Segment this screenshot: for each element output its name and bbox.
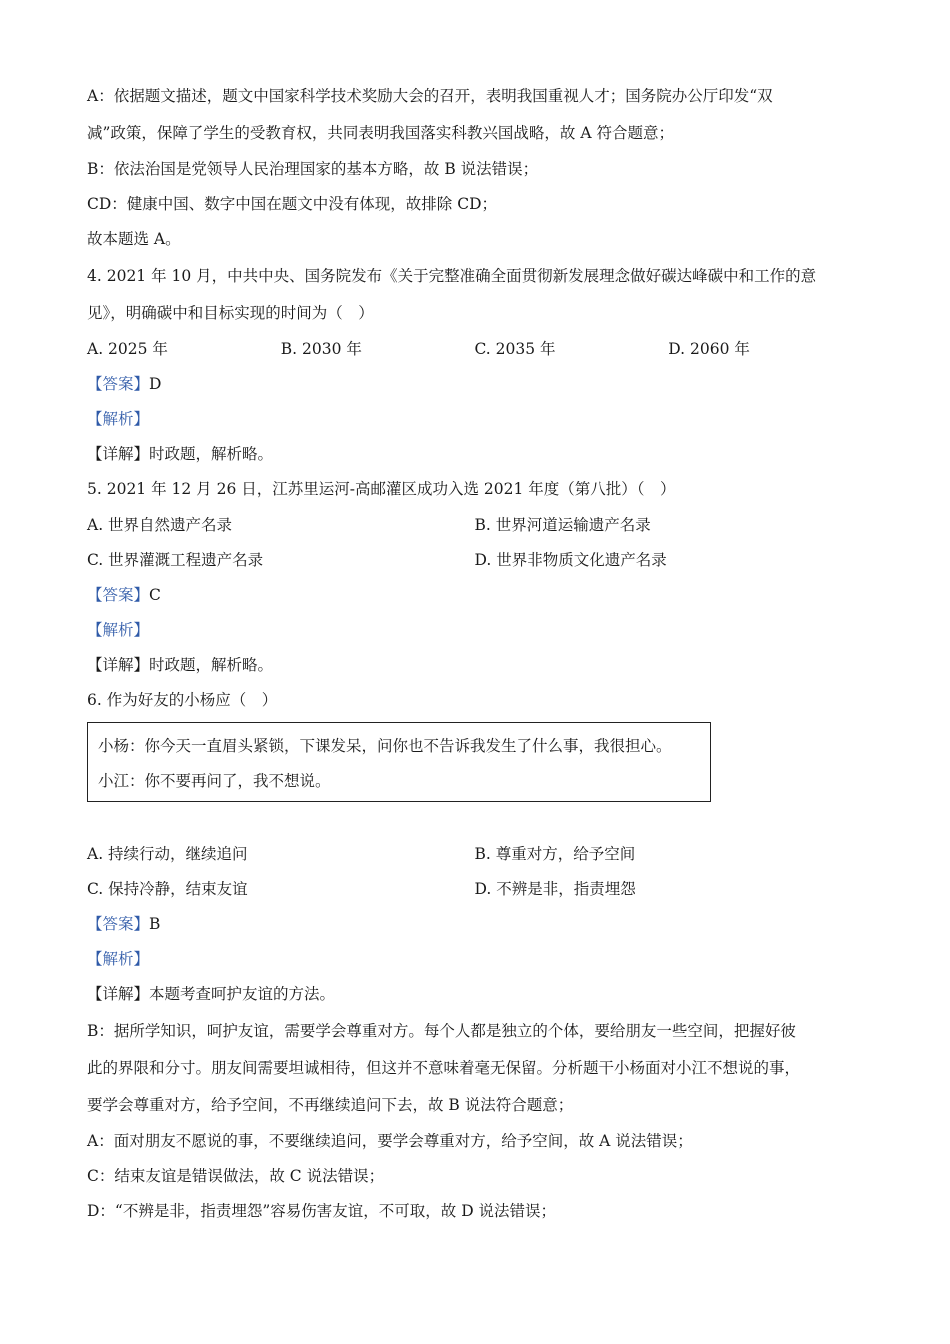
q5-options-row1 (87, 508, 862, 543)
q5-answer (87, 578, 862, 613)
q4-option-a: A. 2025 年 (87, 339, 168, 358)
detail-text: 本题考查呵护友谊的方法。 (149, 985, 336, 1004)
q5-detail (87, 648, 862, 683)
q6-dialog-line-2: 小江：你不要再问了，我不想说。 (98, 771, 331, 790)
q3-analysis-a-line2: 减”政策，保障了学生的受教育权，共同表明我国落实科教兴国战略，故 A 符合题意； (87, 124, 674, 142)
q6-b-line1: B：据所学知识，呵护友谊，需要学会尊重对方。每个人都是独立的个体，要给朋友一些空间，把握好彼 (87, 1021, 796, 1040)
q4-answer (87, 367, 862, 402)
q6-stem: 6. 作为好友的小杨应（ ） (87, 691, 278, 710)
answer-tag: 【答案】 (87, 374, 150, 393)
q5-option-d: D. 世界非物质文化遗产名录 (474, 550, 667, 569)
q5-option-a: A. 世界自然遗产名录 (87, 515, 233, 534)
q4-option-b: B. 2030 年 (280, 339, 362, 358)
answer-tag: 【答案】 (87, 585, 150, 604)
q3-conclusion: 故本题选 A。 (87, 230, 181, 249)
q6-option-d: D. 不辨是非，指责埋怨 (474, 879, 636, 898)
q6-option-b: B. 尊重对方，给予空间 (474, 844, 636, 863)
answer-value: B (149, 915, 161, 933)
q4-stem-line2: 见》，明确碳中和目标实现的时间为（ ） (87, 303, 374, 322)
analysis-tag: 【解析】 (87, 950, 150, 969)
q4-analysis (87, 402, 862, 437)
q6-answer (87, 907, 862, 942)
detail-text: 时政题，解析略。 (149, 656, 274, 675)
q5-option-c: C. 世界灌溉工程遗产名录 (87, 550, 264, 569)
detail-tag: 【详解】 (87, 985, 150, 1004)
q6-options-row1 (87, 837, 862, 872)
q3-analysis-a-line1: A：依据题文描述，题文中国家科学技术奖励大会的召开，表明我国重视人才；国务院办公厅印发“双 (87, 87, 773, 105)
q5-analysis (87, 613, 862, 648)
q4-detail (87, 437, 862, 472)
q6-options-row2 (87, 872, 862, 907)
analysis-tag: 【解析】 (87, 409, 150, 428)
detail-text: 时政题，解析略。 (149, 445, 274, 464)
detail-tag: 【详解】 (87, 656, 150, 675)
q3-analysis-cd-line: CD：健康中国、数字中国在题文中没有体现，故排除 CD； (87, 195, 498, 214)
q3-analysis-b-line: B：依法治国是党领导人民治理国家的基本方略，故 B 说法错误； (87, 160, 539, 178)
q4-option-d: D. 2060 年 (668, 339, 750, 358)
q6-detail (87, 977, 862, 1012)
q6-option-c: C. 保持冷静，结束友谊 (87, 879, 248, 898)
answer-value: C (149, 585, 161, 604)
q4-options (87, 332, 862, 367)
q6-dialog-box (87, 722, 711, 802)
answer-tag: 【答案】 (87, 915, 150, 933)
q4-stem-line1: 4. 2021 年 10 月，中共中央、国务院发布《关于完整准确全面贯彻新发展理念做好碳达峰碳中和工作的意 (87, 266, 817, 285)
q6-option-a: A. 持续行动，继续追问 (87, 844, 248, 863)
q5-option-b: B. 世界河道运输遗产名录 (474, 515, 651, 534)
q5-stem: 5. 2021 年 12 月 26 日，江苏里运河-高邮灌区成功入选 2021 年度（第八批）（ ） (87, 480, 676, 499)
q5-options-row2 (87, 543, 862, 578)
q6-d-line: D：“不辨是非，指责埋怨”容易伤害友谊，不可取，故 D 说法错误； (87, 1201, 557, 1220)
detail-tag: 【详解】 (87, 445, 150, 464)
answer-value: D (149, 374, 162, 393)
q6-b-line2: 此的界限和分寸。朋友间需要坦诚相待，但这并不意味着毫无保留。分析题干小杨面对小江不想说的事， (87, 1058, 801, 1077)
q6-analysis (87, 942, 862, 977)
q6-c-line: C：结束友谊是错误做法，故 C 说法错误； (87, 1166, 385, 1185)
q6-b-line3: 要学会尊重对方，给予空间，不再继续追问下去，故 B 说法符合题意； (87, 1095, 574, 1114)
q4-option-c: C. 2035 年 (474, 339, 556, 358)
analysis-tag: 【解析】 (87, 621, 150, 640)
document-page (87, 78, 862, 1229)
q6-dialog-line-1: 小杨：你今天一直眉头紧锁，下课发呆，问你也不告诉我发生了什么事，我很担心。 (98, 736, 672, 755)
q6-a-line: A：面对朋友不愿说的事，不要继续追问，要学会尊重对方，给予空间，故 A 说法错误； (87, 1131, 693, 1150)
